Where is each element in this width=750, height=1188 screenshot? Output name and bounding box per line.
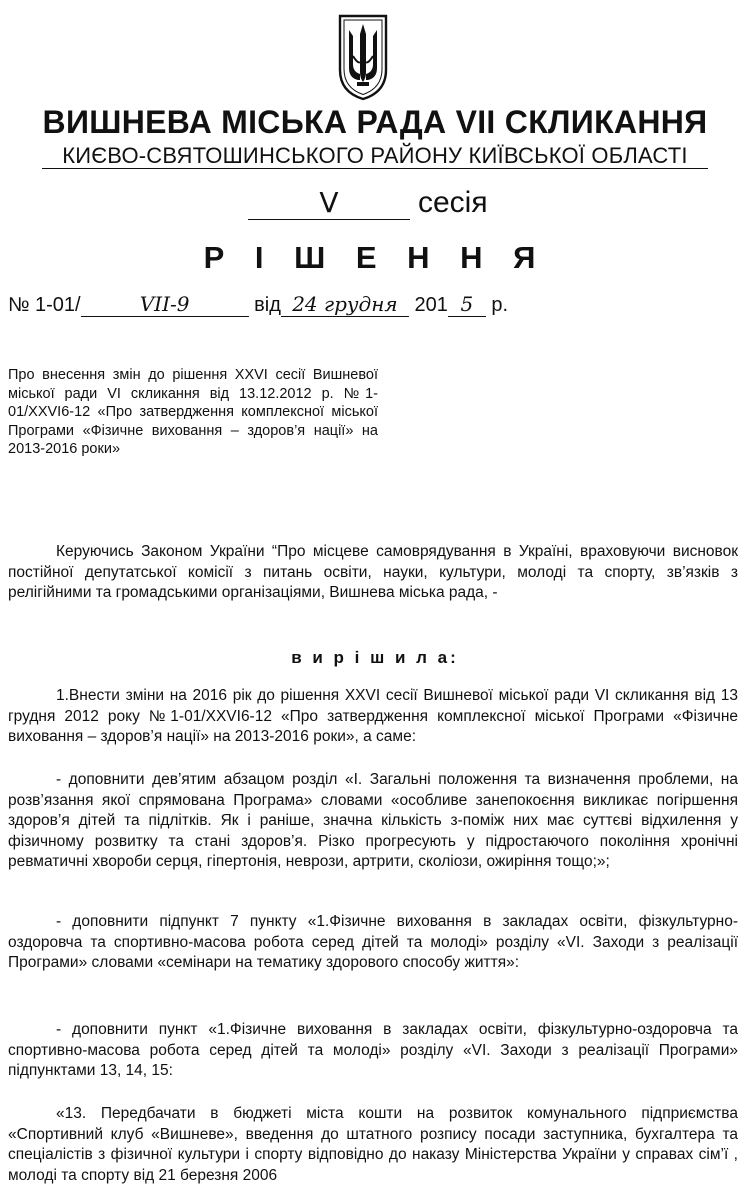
year-prefix: 201 <box>414 294 448 316</box>
document-number-line <box>8 292 508 317</box>
item-1-paragraph: 1.Внести зміни на 2016 рік до рішення XXVI сесії Вишневої міської ради VI скликання від 13 грудня 2012 року №1-01/XXVI6-12 «Про затвердження комплексної міської Програми «Фізичне виховання – здоров’я нації» на 2013-2016 роки», а саме: <box>8 687 738 745</box>
handwritten-year: 5 <box>448 292 486 317</box>
session-line <box>248 186 488 220</box>
resolved-heading: в и р і ш и л а: <box>291 648 459 667</box>
addition-2-paragraph: - доповнити підпункт 7 пункту «1.Фізичне виховання в закладах освіти, фізкультурно-оздоровча та спортивно-масова робота серед дітей та молоді» розділу «VI. Заходи з реалізації Програми» словами «семінари на тематику здорового способу життя»: <box>8 913 738 971</box>
district-name: КИЄВО-СВЯТОШИНСЬКОГО РАЙОНУ КИЇВСЬКОЇ ОБЛАСТІ <box>62 143 688 168</box>
subitem-13-paragraph: «13. Передбачати в бюджеті міста кошти на розвиток комунального підприємства «Спортивний клуб «Вишневе», введення до штатного розпису посади заступника, бухгалтера та спеціалістів з фізичної культури і спорту відповідно до наказу Міністерства України у справах сім’ї , молоді та спорту від 21 березня 2006 <box>8 1105 738 1184</box>
date-label: від <box>254 294 281 316</box>
header-divider <box>42 168 708 169</box>
year-suffix: р. <box>491 294 509 316</box>
handwritten-date: 24 грудня <box>281 292 409 317</box>
trident-emblem-icon <box>336 12 390 102</box>
session-label: сесія <box>418 186 488 219</box>
addition-1-paragraph: - доповнити дев’ятим абзацом розділ «І. Загальні положення та визначення проблеми, на розв’язання якої спрямована Програма» словами «особливе занепокоєння викликає погіршення здоров’я дітей та підлітків. Як і раніше, значна кількість з-поміж них має суттєві відхилення у фізичному розвитку та стані здоров’я. Різко прогресують у підростаючого покоління хронічні ревматичні хвороби серця, гіпертонія, неврози, артрити, сколіози, ожиріння тощо;»; <box>8 771 738 870</box>
handwritten-number: VII-9 <box>81 292 249 317</box>
decision-subject: Про внесення змін до рішення XXVI сесії Вишневої міської ради VI скликання від 13.12.2012 р. №1-01/XXVI6-12 «Про затвердження комплексної міської Програми «Фізичне виховання – здоров’я нації» на 2013-2016 роки» <box>8 367 378 457</box>
preamble-paragraph: Керуючись Законом України “Про місцеве самоврядування в Україні, враховуючи висновок постійної депутатської комісії з питань освіти, науки, культури, молоді та спорту, зв’язків з релігійними та громадськими організаціями, Вишнева міська рада, - <box>8 543 738 601</box>
number-prefix: № 1-01/ <box>8 294 81 316</box>
session-number: V <box>248 186 410 220</box>
document-title: Р І Ш Е Н Н Я <box>203 240 547 275</box>
council-name: ВИШНЕВА МІСЬКА РАДА VII СКЛИКАННЯ <box>42 104 708 140</box>
addition-3-paragraph: - доповнити пункт «1.Фізичне виховання в закладах освіти, фізкультурно-оздоровча та спортивно-масова робота серед дітей та молоді» розділу «VI. Заходи з реалізації Програми» підпунктами 13, 14, 15: <box>8 1021 738 1079</box>
